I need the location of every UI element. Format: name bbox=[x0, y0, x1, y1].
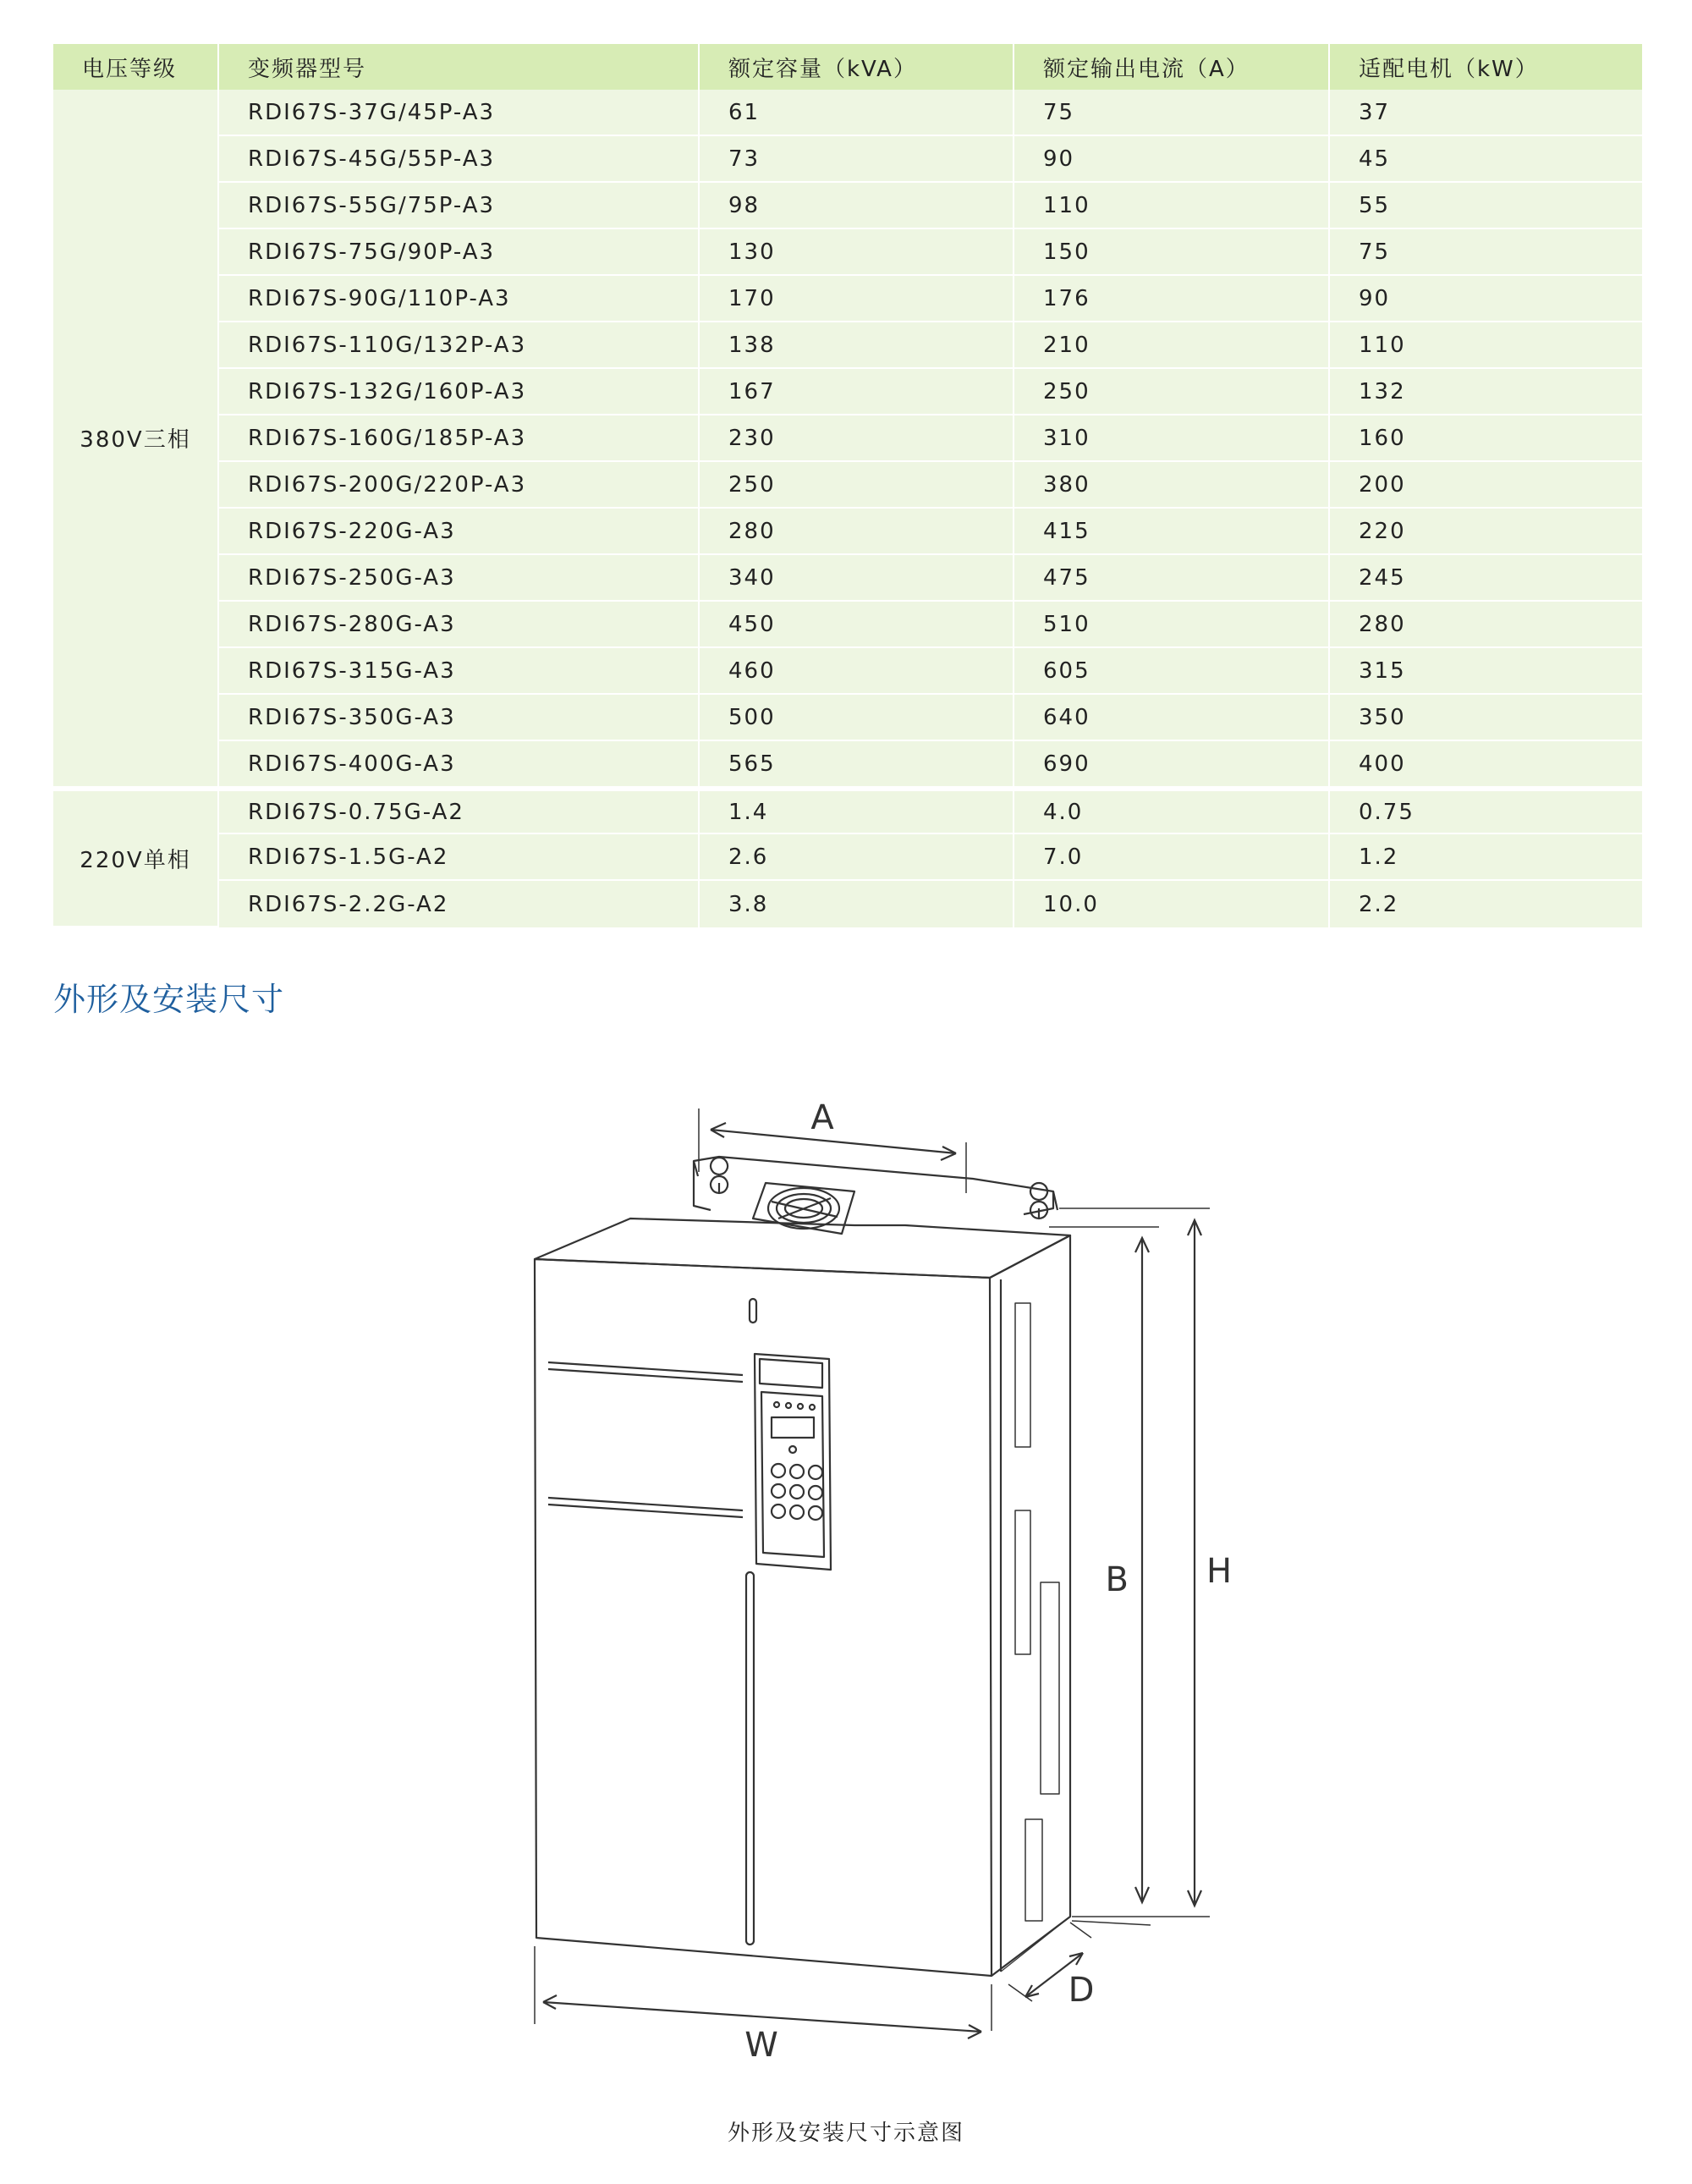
spec-table bbox=[53, 44, 1644, 927]
table-row bbox=[53, 881, 1644, 927]
capacity-cell: 138 bbox=[700, 322, 1014, 369]
motor-cell: 315 bbox=[1330, 648, 1644, 695]
capacity-cell: 98 bbox=[700, 183, 1014, 229]
mounting-hole-left bbox=[711, 1158, 728, 1193]
keypad bbox=[755, 1354, 831, 1570]
dimension-diagram bbox=[508, 1083, 1233, 2073]
table-row bbox=[53, 741, 1644, 788]
motor-cell: 400 bbox=[1330, 741, 1644, 788]
model-cell: RDI67S-280G-A3 bbox=[219, 602, 700, 648]
capacity-cell: 61 bbox=[700, 90, 1014, 136]
model-cell: RDI67S-2.2G-A2 bbox=[219, 881, 700, 927]
table-row bbox=[53, 555, 1644, 602]
motor-cell: 0.75 bbox=[1330, 788, 1644, 834]
capacity-cell: 2.6 bbox=[700, 834, 1014, 881]
motor-cell: 37 bbox=[1330, 90, 1644, 136]
current-cell: 210 bbox=[1014, 322, 1330, 369]
capacity-cell: 280 bbox=[700, 509, 1014, 555]
model-cell: RDI67S-0.75G-A2 bbox=[219, 788, 700, 834]
motor-cell: 280 bbox=[1330, 602, 1644, 648]
dim-label-b: B bbox=[1105, 1560, 1129, 1599]
table-row bbox=[53, 648, 1644, 695]
current-cell: 640 bbox=[1014, 695, 1330, 741]
current-cell: 150 bbox=[1014, 229, 1330, 276]
current-cell: 110 bbox=[1014, 183, 1330, 229]
model-cell: RDI67S-55G/75P-A3 bbox=[219, 183, 700, 229]
voltage-group-cell: 380V三相 bbox=[53, 90, 219, 788]
model-cell: RDI67S-90G/110P-A3 bbox=[219, 276, 700, 322]
motor-cell: 1.2 bbox=[1330, 834, 1644, 881]
capacity-cell: 167 bbox=[700, 369, 1014, 415]
capacity-cell: 170 bbox=[700, 276, 1014, 322]
table-row bbox=[53, 322, 1644, 369]
current-cell: 310 bbox=[1014, 415, 1330, 462]
current-cell: 10.0 bbox=[1014, 881, 1330, 927]
motor-cell: 90 bbox=[1330, 276, 1644, 322]
table-row bbox=[53, 229, 1644, 276]
table-row bbox=[53, 136, 1644, 183]
table-row bbox=[53, 369, 1644, 415]
dim-label-h: H bbox=[1206, 1552, 1233, 1591]
model-cell: RDI67S-132G/160P-A3 bbox=[219, 369, 700, 415]
capacity-cell: 340 bbox=[700, 555, 1014, 602]
table-row bbox=[53, 462, 1644, 509]
capacity-cell: 565 bbox=[700, 741, 1014, 788]
capacity-cell: 1.4 bbox=[700, 788, 1014, 834]
table-row bbox=[53, 183, 1644, 229]
motor-cell: 350 bbox=[1330, 695, 1644, 741]
current-cell: 605 bbox=[1014, 648, 1330, 695]
model-cell: RDI67S-110G/132P-A3 bbox=[219, 322, 700, 369]
dim-label-d: D bbox=[1068, 1971, 1095, 2010]
model-cell: RDI67S-250G-A3 bbox=[219, 555, 700, 602]
current-cell: 75 bbox=[1014, 90, 1330, 136]
model-cell: RDI67S-315G-A3 bbox=[219, 648, 700, 695]
model-cell: RDI67S-1.5G-A2 bbox=[219, 834, 700, 881]
current-cell: 250 bbox=[1014, 369, 1330, 415]
table-row bbox=[53, 602, 1644, 648]
diagram-caption: 外形及安装尺寸示意图 bbox=[727, 2121, 964, 2146]
current-cell: 90 bbox=[1014, 136, 1330, 183]
voltage-group-cell: 220V单相 bbox=[53, 788, 219, 927]
model-cell: RDI67S-200G/220P-A3 bbox=[219, 462, 700, 509]
current-cell: 4.0 bbox=[1014, 788, 1330, 834]
motor-cell: 75 bbox=[1330, 229, 1644, 276]
motor-cell: 55 bbox=[1330, 183, 1644, 229]
motor-cell: 220 bbox=[1330, 509, 1644, 555]
capacity-cell: 230 bbox=[700, 415, 1014, 462]
capacity-cell: 450 bbox=[700, 602, 1014, 648]
header-motor: 适配电机（kW） bbox=[1330, 44, 1644, 90]
capacity-cell: 73 bbox=[700, 136, 1014, 183]
model-cell: RDI67S-400G-A3 bbox=[219, 741, 700, 788]
side-vents bbox=[1015, 1303, 1059, 1921]
header-voltage: 电压等级 bbox=[53, 44, 219, 90]
table-row bbox=[53, 695, 1644, 741]
capacity-cell: 500 bbox=[700, 695, 1014, 741]
current-cell: 510 bbox=[1014, 602, 1330, 648]
motor-cell: 110 bbox=[1330, 322, 1644, 369]
header-current: 额定输出电流（A） bbox=[1014, 44, 1330, 90]
table-row bbox=[53, 90, 1644, 136]
table-row bbox=[53, 276, 1644, 322]
capacity-cell: 130 bbox=[700, 229, 1014, 276]
current-cell: 415 bbox=[1014, 509, 1330, 555]
model-cell: RDI67S-160G/185P-A3 bbox=[219, 415, 700, 462]
section-title: 外形及安装尺寸 bbox=[53, 981, 285, 1018]
motor-cell: 2.2 bbox=[1330, 881, 1644, 927]
motor-cell: 132 bbox=[1330, 369, 1644, 415]
motor-cell: 200 bbox=[1330, 462, 1644, 509]
fan-icon bbox=[753, 1183, 854, 1234]
motor-cell: 160 bbox=[1330, 415, 1644, 462]
mounting-plate bbox=[694, 1157, 1053, 1214]
current-cell: 475 bbox=[1014, 555, 1330, 602]
capacity-cell: 250 bbox=[700, 462, 1014, 509]
motor-cell: 45 bbox=[1330, 136, 1644, 183]
capacity-cell: 460 bbox=[700, 648, 1014, 695]
header-model: 变频器型号 bbox=[219, 44, 700, 90]
model-cell: RDI67S-75G/90P-A3 bbox=[219, 229, 700, 276]
model-cell: RDI67S-45G/55P-A3 bbox=[219, 136, 700, 183]
model-cell: RDI67S-220G-A3 bbox=[219, 509, 700, 555]
table-row bbox=[53, 415, 1644, 462]
current-cell: 690 bbox=[1014, 741, 1330, 788]
table-row bbox=[53, 834, 1644, 881]
table-row bbox=[53, 788, 1644, 834]
current-cell: 380 bbox=[1014, 462, 1330, 509]
header-capacity: 额定容量（kVA） bbox=[700, 44, 1014, 90]
dim-label-a: A bbox=[810, 1098, 834, 1137]
current-cell: 7.0 bbox=[1014, 834, 1330, 881]
dim-label-w: W bbox=[744, 2026, 778, 2065]
motor-cell: 245 bbox=[1330, 555, 1644, 602]
current-cell: 176 bbox=[1014, 276, 1330, 322]
table-header-row bbox=[53, 44, 1644, 90]
capacity-cell: 3.8 bbox=[700, 881, 1014, 927]
table-row bbox=[53, 509, 1644, 555]
model-cell: RDI67S-350G-A3 bbox=[219, 695, 700, 741]
model-cell: RDI67S-37G/45P-A3 bbox=[219, 90, 700, 136]
